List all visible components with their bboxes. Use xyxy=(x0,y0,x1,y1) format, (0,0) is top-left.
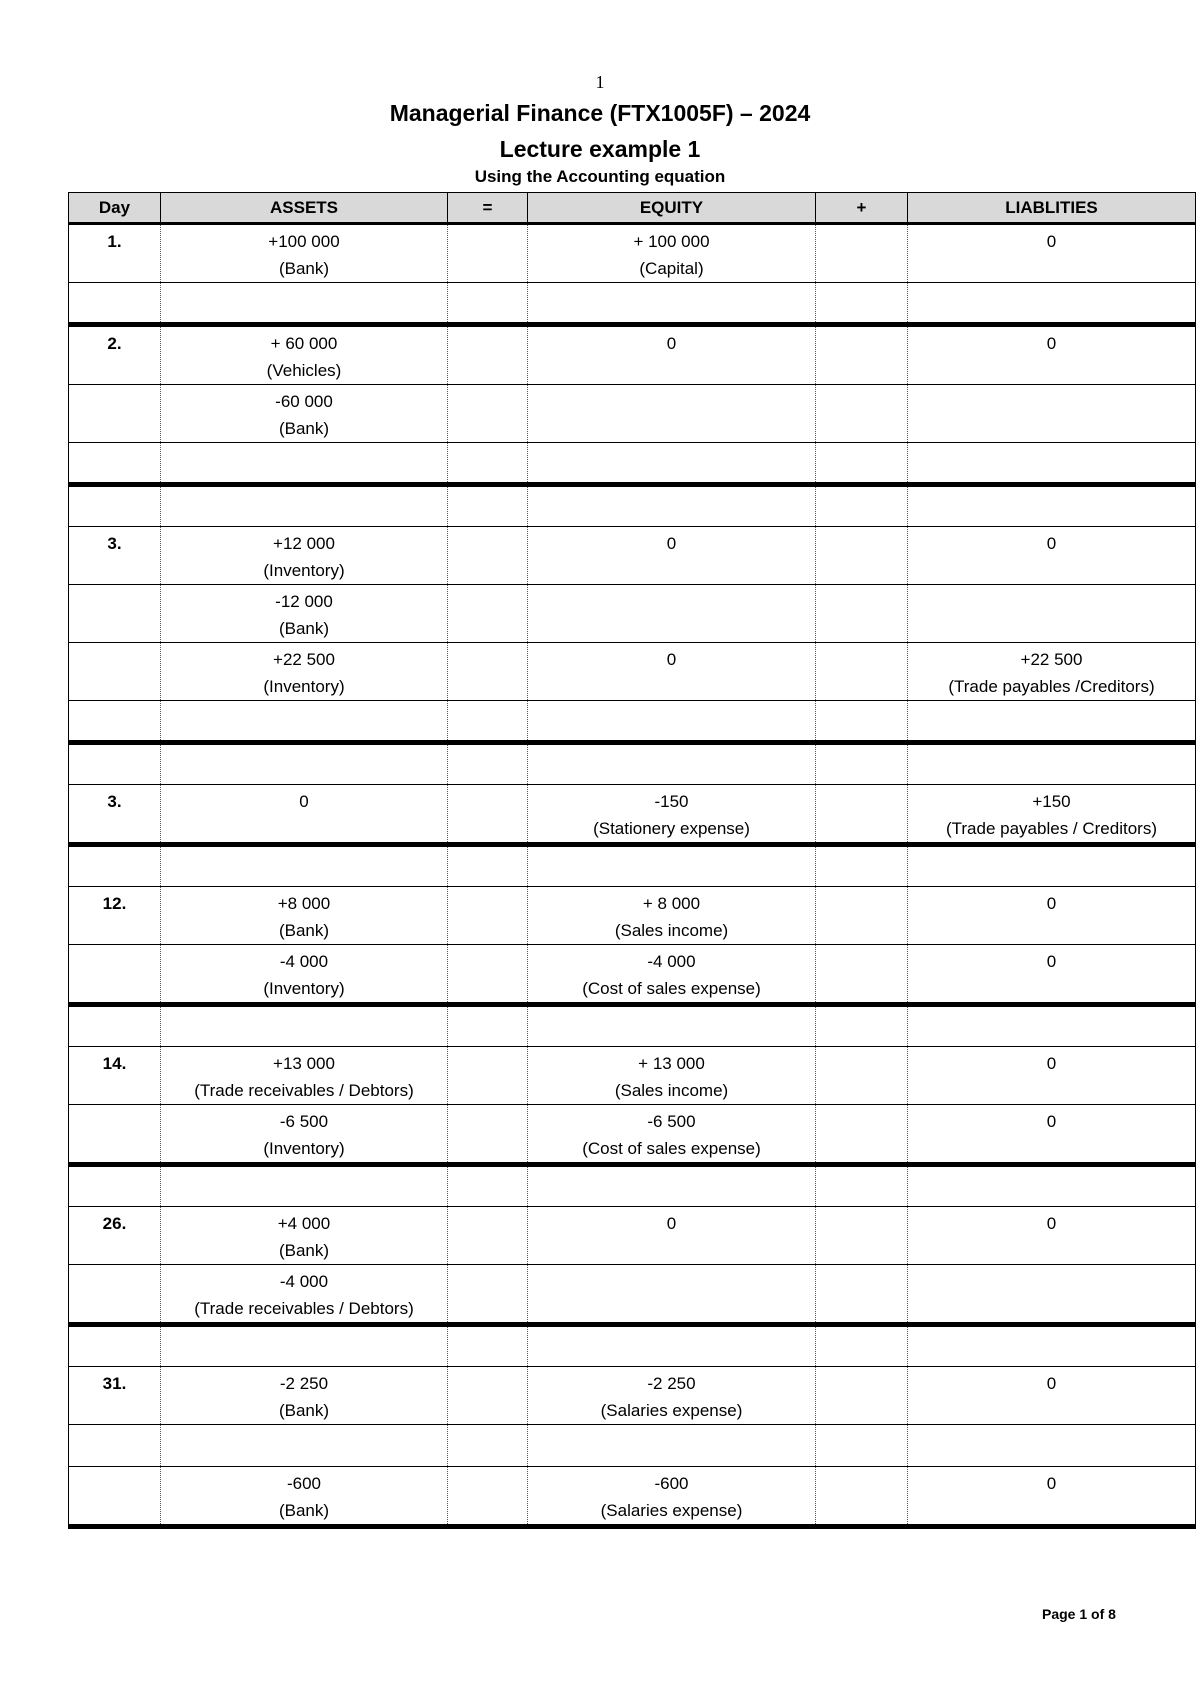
document-title: Managerial Finance (FTX1005F) – 2024 xyxy=(389,100,811,126)
liabilities-cell xyxy=(908,643,1196,701)
assets-line: 0 xyxy=(299,792,309,811)
table-row xyxy=(69,485,1196,527)
equity-line: (Stationery expense) xyxy=(593,819,750,838)
equity-line: (Capital) xyxy=(639,259,704,278)
assets-line: (Trade receivables / Debtors) xyxy=(194,1299,414,1318)
table-row xyxy=(69,443,1196,485)
liabilities-line: 0 xyxy=(1046,334,1057,353)
plus-cell xyxy=(816,785,908,845)
liabilities-line: 0 xyxy=(1046,1474,1057,1493)
equals-cell xyxy=(448,1467,528,1527)
day-cell: 31. xyxy=(69,1367,161,1425)
table-body xyxy=(69,224,1196,1527)
table-row xyxy=(69,945,1196,1005)
equity-cell xyxy=(528,1005,816,1047)
day-cell xyxy=(69,585,161,643)
day-cell xyxy=(69,1105,161,1165)
day-cell: 14. xyxy=(69,1047,161,1105)
table-row xyxy=(69,1265,1196,1325)
liabilities-cell xyxy=(908,385,1196,443)
liabilities-line: 0 xyxy=(1046,1214,1057,1233)
assets-cell xyxy=(161,443,448,485)
equals-cell xyxy=(448,485,528,527)
day-cell: 3. xyxy=(69,785,161,845)
day-cell xyxy=(69,1467,161,1527)
liabilities-cell xyxy=(908,1207,1196,1265)
table-row xyxy=(69,887,1196,945)
equals-cell xyxy=(448,1005,528,1047)
table-row xyxy=(69,585,1196,643)
equity-cell xyxy=(528,224,816,283)
accounting-equation-table xyxy=(68,192,1196,1529)
assets-cell xyxy=(161,845,448,887)
assets-line: (Bank) xyxy=(278,419,330,438)
assets-cell xyxy=(161,743,448,785)
equity-line: (Cost of sales expense) xyxy=(582,979,761,998)
plus-cell xyxy=(816,1367,908,1425)
header-equals: = xyxy=(448,193,528,224)
liabilities-cell xyxy=(908,1265,1196,1325)
plus-cell xyxy=(816,1265,908,1325)
equals-cell xyxy=(448,385,528,443)
liabilities-cell xyxy=(908,283,1196,325)
equals-cell xyxy=(448,643,528,701)
table-row xyxy=(69,1367,1196,1425)
assets-cell xyxy=(161,1425,448,1467)
assets-cell xyxy=(161,945,448,1005)
assets-line: (Bank) xyxy=(278,1241,330,1260)
equity-line: -4 000 xyxy=(647,952,696,971)
assets-line: (Vehicles) xyxy=(266,361,342,380)
assets-cell xyxy=(161,785,448,845)
assets-cell xyxy=(161,224,448,283)
equals-cell xyxy=(448,845,528,887)
table-row xyxy=(69,1105,1196,1165)
table-row xyxy=(69,527,1196,585)
assets-cell xyxy=(161,1165,448,1207)
liabilities-line: 0 xyxy=(1046,1112,1057,1131)
assets-cell xyxy=(161,385,448,443)
equity-cell xyxy=(528,743,816,785)
table-row xyxy=(69,1165,1196,1207)
day-cell xyxy=(69,743,161,785)
assets-line: (Inventory) xyxy=(263,561,345,580)
equity-cell xyxy=(528,1325,816,1367)
plus-cell xyxy=(816,443,908,485)
table-row xyxy=(69,643,1196,701)
equals-cell xyxy=(448,443,528,485)
plus-cell xyxy=(816,385,908,443)
equals-cell xyxy=(448,1367,528,1425)
assets-cell xyxy=(161,1207,448,1265)
document-subtitle: Lecture example 1 xyxy=(499,136,701,162)
equity-cell xyxy=(528,1165,816,1207)
plus-cell xyxy=(816,585,908,643)
equity-line: (Salaries expense) xyxy=(600,1401,743,1420)
assets-line: -2 250 xyxy=(279,1374,329,1393)
day-cell xyxy=(69,283,161,325)
day-cell: 12. xyxy=(69,887,161,945)
equity-cell xyxy=(528,887,816,945)
table-row xyxy=(69,845,1196,887)
assets-line: (Inventory) xyxy=(263,979,345,998)
plus-cell xyxy=(816,485,908,527)
liabilities-cell xyxy=(908,701,1196,743)
equity-cell xyxy=(528,945,816,1005)
table-row xyxy=(69,385,1196,443)
table-row xyxy=(69,785,1196,845)
equity-cell xyxy=(528,385,816,443)
day-cell: 1. xyxy=(69,224,161,283)
assets-line: (Bank) xyxy=(278,259,330,278)
equity-cell xyxy=(528,485,816,527)
assets-cell xyxy=(161,887,448,945)
plus-cell xyxy=(816,1207,908,1265)
liabilities-line: 0 xyxy=(1046,1374,1057,1393)
equity-cell xyxy=(528,325,816,385)
header-equity: EQUITY xyxy=(528,193,816,224)
liabilities-cell xyxy=(908,1367,1196,1425)
plus-cell xyxy=(816,325,908,385)
equity-line: -600 xyxy=(654,1474,689,1493)
liabilities-cell xyxy=(908,1047,1196,1105)
table-row xyxy=(69,1467,1196,1527)
equals-cell xyxy=(448,945,528,1005)
day-cell xyxy=(69,643,161,701)
equity-cell xyxy=(528,1207,816,1265)
equals-cell xyxy=(448,1425,528,1467)
equals-cell xyxy=(448,887,528,945)
equity-cell xyxy=(528,785,816,845)
assets-cell xyxy=(161,1005,448,1047)
plus-cell xyxy=(816,1467,908,1527)
equals-cell xyxy=(448,283,528,325)
assets-cell xyxy=(161,325,448,385)
liabilities-cell xyxy=(908,945,1196,1005)
equity-line: (Sales income) xyxy=(614,1081,729,1100)
assets-line: (Inventory) xyxy=(263,1139,345,1158)
equity-cell xyxy=(528,283,816,325)
day-cell xyxy=(69,1165,161,1207)
equity-line: -2 250 xyxy=(647,1374,696,1393)
liabilities-cell xyxy=(908,887,1196,945)
equals-cell xyxy=(448,785,528,845)
assets-cell xyxy=(161,1367,448,1425)
equity-line: + 8 000 xyxy=(642,894,701,913)
assets-cell xyxy=(161,1105,448,1165)
footer-current-page: 1 xyxy=(1079,1606,1088,1622)
liabilities-line: 0 xyxy=(1046,894,1057,913)
assets-line: -60 000 xyxy=(275,392,333,411)
plus-cell xyxy=(816,1425,908,1467)
equity-cell xyxy=(528,845,816,887)
plus-cell xyxy=(816,945,908,1005)
assets-line: (Trade receivables / Debtors) xyxy=(194,1081,414,1100)
equals-cell xyxy=(448,1325,528,1367)
assets-line: (Bank) xyxy=(278,1401,330,1420)
day-cell xyxy=(69,1265,161,1325)
liabilities-cell xyxy=(908,1425,1196,1467)
liabilities-line: +150 xyxy=(1032,792,1071,811)
equals-cell xyxy=(448,224,528,283)
day-cell xyxy=(69,945,161,1005)
equity-line: -6 500 xyxy=(647,1112,696,1131)
assets-cell xyxy=(161,701,448,743)
footer-total-pages: 8 xyxy=(1108,1606,1116,1622)
liabilities-line: 0 xyxy=(1046,534,1057,553)
plus-cell xyxy=(816,887,908,945)
table-row xyxy=(69,325,1196,385)
assets-line: (Inventory) xyxy=(263,677,345,696)
liabilities-cell xyxy=(908,1165,1196,1207)
header-day: Day xyxy=(69,193,161,224)
liabilities-cell xyxy=(908,527,1196,585)
liabilities-cell xyxy=(908,325,1196,385)
day-cell xyxy=(69,1005,161,1047)
liabilities-cell xyxy=(908,845,1196,887)
plus-cell xyxy=(816,743,908,785)
assets-cell xyxy=(161,585,448,643)
equity-cell xyxy=(528,1367,816,1425)
liabilities-cell xyxy=(908,743,1196,785)
equity-line: (Salaries expense) xyxy=(600,1501,743,1520)
footer-page-label: Page xyxy=(1042,1606,1076,1622)
liabilities-cell xyxy=(908,485,1196,527)
equity-line: 0 xyxy=(666,1214,677,1233)
equity-cell xyxy=(528,1047,816,1105)
liabilities-line: 0 xyxy=(1046,952,1057,971)
equity-line: 0 xyxy=(666,650,677,669)
equity-cell xyxy=(528,443,816,485)
equals-cell xyxy=(448,1047,528,1105)
page-footer xyxy=(1042,1606,1116,1622)
assets-cell xyxy=(161,485,448,527)
equals-cell xyxy=(448,527,528,585)
header-liabilities: LIABLITIES xyxy=(908,193,1196,224)
equity-line: 0 xyxy=(666,334,677,353)
equity-cell xyxy=(528,1467,816,1527)
equity-cell xyxy=(528,527,816,585)
assets-line: +4 000 xyxy=(277,1214,331,1233)
assets-cell xyxy=(161,643,448,701)
liabilities-line: +22 500 xyxy=(1020,650,1083,669)
table-row xyxy=(69,701,1196,743)
assets-line: +12 000 xyxy=(273,534,335,553)
equals-cell xyxy=(448,743,528,785)
assets-line: -4 000 xyxy=(279,952,329,971)
header-assets: ASSETS xyxy=(161,193,448,224)
plus-cell xyxy=(816,1325,908,1367)
plus-cell xyxy=(816,1005,908,1047)
equity-line: 0 xyxy=(666,534,677,553)
assets-line: -600 xyxy=(286,1474,322,1493)
equity-cell xyxy=(528,1425,816,1467)
liabilities-cell xyxy=(908,224,1196,283)
table-header-row xyxy=(69,193,1196,224)
liabilities-cell xyxy=(908,1467,1196,1527)
equity-cell xyxy=(528,1105,816,1165)
equity-line: -150 xyxy=(654,792,689,811)
day-cell xyxy=(69,385,161,443)
day-cell: 3. xyxy=(69,527,161,585)
liabilities-cell xyxy=(908,585,1196,643)
plus-cell xyxy=(816,1047,908,1105)
day-cell xyxy=(69,701,161,743)
assets-line: (Bank) xyxy=(278,921,330,940)
liabilities-line: (Trade payables /Creditors) xyxy=(948,677,1155,696)
equity-line: + 100 000 xyxy=(633,232,710,251)
day-cell xyxy=(69,845,161,887)
liabilities-line: (Trade payables / Creditors) xyxy=(945,819,1157,838)
equity-cell xyxy=(528,643,816,701)
assets-line: + 60 000 xyxy=(270,334,338,353)
plus-cell xyxy=(816,527,908,585)
equals-cell xyxy=(448,1165,528,1207)
table-row xyxy=(69,1425,1196,1467)
liabilities-line: 0 xyxy=(1046,232,1057,251)
equals-cell xyxy=(448,325,528,385)
equity-cell xyxy=(528,585,816,643)
table-row xyxy=(69,1207,1196,1265)
plus-cell xyxy=(816,643,908,701)
equals-cell xyxy=(448,701,528,743)
liabilities-cell xyxy=(908,443,1196,485)
table-row xyxy=(69,1005,1196,1047)
assets-line: (Bank) xyxy=(278,1501,330,1520)
plus-cell xyxy=(816,283,908,325)
liabilities-line: 0 xyxy=(1046,1054,1057,1073)
assets-line: -4 000 xyxy=(279,1272,329,1291)
top-page-number: 1 xyxy=(595,72,605,92)
table-row xyxy=(69,1325,1196,1367)
equity-line: (Cost of sales expense) xyxy=(582,1139,761,1158)
equity-cell xyxy=(528,701,816,743)
equals-cell xyxy=(448,1105,528,1165)
header-plus: + xyxy=(816,193,908,224)
assets-cell xyxy=(161,1047,448,1105)
table-row xyxy=(69,224,1196,283)
equity-line: + 13 000 xyxy=(638,1054,705,1073)
liabilities-cell xyxy=(908,785,1196,845)
table-caption: Using the Accounting equation xyxy=(474,167,726,186)
assets-line: +22 500 xyxy=(273,650,335,669)
assets-cell xyxy=(161,1467,448,1527)
day-cell xyxy=(69,443,161,485)
plus-cell xyxy=(816,1105,908,1165)
assets-cell xyxy=(161,1325,448,1367)
liabilities-cell xyxy=(908,1005,1196,1047)
plus-cell xyxy=(816,845,908,887)
equals-cell xyxy=(448,1207,528,1265)
liabilities-cell xyxy=(908,1325,1196,1367)
plus-cell xyxy=(816,224,908,283)
equals-cell xyxy=(448,585,528,643)
assets-line: +8 000 xyxy=(277,894,331,913)
assets-line: +13 000 xyxy=(273,1054,335,1073)
table-row xyxy=(69,743,1196,785)
day-cell xyxy=(69,1425,161,1467)
day-cell xyxy=(69,485,161,527)
assets-line: (Bank) xyxy=(278,619,330,638)
equals-cell xyxy=(448,1265,528,1325)
assets-cell xyxy=(161,283,448,325)
assets-line: +100 000 xyxy=(268,232,340,251)
equity-line: (Sales income) xyxy=(614,921,729,940)
assets-cell xyxy=(161,1265,448,1325)
footer-of-label: of xyxy=(1091,1606,1105,1622)
table-row xyxy=(69,1047,1196,1105)
table-row xyxy=(69,283,1196,325)
assets-cell xyxy=(161,527,448,585)
plus-cell xyxy=(816,701,908,743)
assets-line: -12 000 xyxy=(275,592,333,611)
plus-cell xyxy=(816,1165,908,1207)
liabilities-cell xyxy=(908,1105,1196,1165)
day-cell: 26. xyxy=(69,1207,161,1265)
day-cell: 2. xyxy=(69,325,161,385)
day-cell xyxy=(69,1325,161,1367)
equity-cell xyxy=(528,1265,816,1325)
assets-line: -6 500 xyxy=(279,1112,329,1131)
